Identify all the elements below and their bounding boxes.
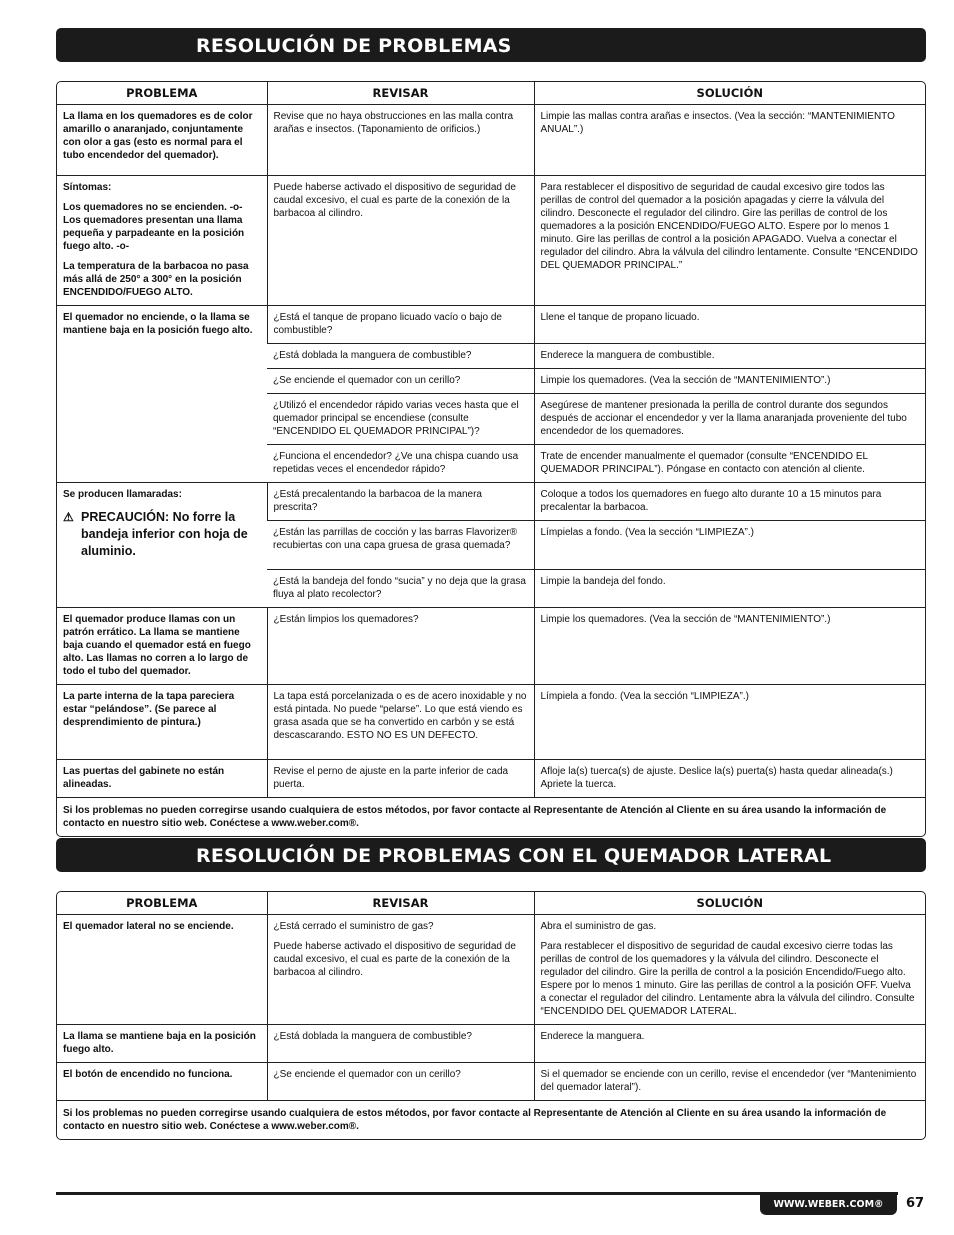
caution-text: PRECAUCIÓN: No forre la bandeja inferior con hoja de aluminio. xyxy=(81,510,248,558)
warning-triangle-icon: ⚠ xyxy=(63,510,74,524)
table-header-row xyxy=(57,82,925,105)
solution-cell xyxy=(534,915,925,1025)
header-solution: SOLUCIÓN xyxy=(534,82,925,105)
check-cell: Puede haberse activado el dispositivo de seguridad de caudal excesivo, el cual es parte de la conexión de la barbacoa al cilindro. xyxy=(267,176,534,306)
table-row xyxy=(57,685,925,760)
check-cell: ¿Se enciende el quemador con un cerillo? xyxy=(267,1063,534,1101)
solution-cell: Enderece la manguera. xyxy=(534,1025,925,1063)
check-cell: ¿Funciona el encendedor? ¿Ve una chispa cuando usa repetidas veces el encendedor rápido? xyxy=(267,445,534,483)
problem-cell: La parte interna de la tapa pareciera estar “pelándose”. (Se parece al desprendimiento de pintura.) xyxy=(57,685,267,760)
check-cell: Revise que no haya obstrucciones en las malla contra arañas e insectos. (Taponamiento de orificios.) xyxy=(267,105,534,176)
check-cell: ¿Está doblada la manguera de combustible? xyxy=(267,1025,534,1063)
side-burner-troubleshooting-table xyxy=(56,891,926,1140)
header-solution: SOLUCIÓN xyxy=(534,892,925,915)
solution-line: Para restablecer el dispositivo de seguridad de caudal excesivo cierre todas las perillas de control de los quemadores y la válvula del cilindro. Desconecte el regulador del cilindro. Gire la perilla de control a la posición Encendido/Fuego alto. Espere por lo menos 1 minuto. Gire las perillas de control a la posición OFF. Vuelva a conectar el regulador del cilindro. Lentamente abra la válvula del cilindro. Consulte “ENCENDIDO DEL QUEMADOR LATERAL. xyxy=(540,941,915,1017)
table-row xyxy=(57,1063,925,1101)
table-row xyxy=(57,176,925,306)
solution-cell: Para restablecer el dispositivo de seguridad de caudal excesivo gire todos las perillas de control del quemador a la posición apagadas y cierre la válvula del cilindro. Desconecte el regulador del cilindro. Gire las perillas de control de los quemadores a la posición ENCENDIDO/FUEGO ALTO. Espere por lo menos 1 minuto. Gire las perillas de control a la posición APAGADO. Vuelva a conectar el regulador del cilindro. Abra la válvula del cilindro lentamente. Consulte “ENCENDIDO DEL QUEMADOR PRINCIPAL.” xyxy=(534,176,925,306)
troubleshooting-table xyxy=(56,81,926,837)
check-line: Puede haberse activado el dispositivo de seguridad de caudal excesivo, el cual es parte de la conexión de la barbacoa al cilindro. xyxy=(273,941,516,978)
table-row xyxy=(57,1025,925,1063)
symptoms-text: Los quemadores no se encienden. -o- Los quemadores presentan una llama pequeña y parpadeante en la posición fuego alto. -o- xyxy=(63,202,245,252)
problem-cell: El quemador lateral no se enciende. xyxy=(57,915,267,1025)
problem-cell: El botón de encendido no funciona. xyxy=(57,1063,267,1101)
table-row xyxy=(57,105,925,176)
header-problem: PROBLEMA xyxy=(57,82,267,105)
website-tab: WWW.WEBER.COM® xyxy=(760,1195,897,1215)
header-check: REVISAR xyxy=(267,82,534,105)
page-number: 67 xyxy=(906,1196,925,1211)
table-row xyxy=(57,915,925,1025)
problem-cell: La llama en los quemadores es de color amarillo o anaranjado, conjuntamente con olor a gas (esto es normal para el tubo encendedor del quemador). xyxy=(57,105,267,176)
solution-line: Abra el suministro de gas. xyxy=(540,921,657,932)
table-row xyxy=(57,483,925,521)
solution-cell: Límpielas a fondo. (Vea la sección “LIMPIEZA”.) xyxy=(534,521,925,570)
check-cell: ¿Está la bandeja del fondo “sucia” y no deja que la grasa fluya al plato recolector? xyxy=(267,570,534,608)
section-banner xyxy=(56,28,926,62)
solution-cell: Límpiela a fondo. (Vea la sección “LIMPIEZA”.) xyxy=(534,685,925,760)
table-footer-note: Si los problemas no pueden corregirse usando cualquiera de estos métodos, por favor contacte al Representante de Atención al Cliente en su área usando la información de contacto en nuestro sitio web. Conéctese a www.weber.com®. xyxy=(57,798,925,837)
check-cell: ¿Están las parrillas de cocción y las barras Flavorizer® recubiertas con una capa gruesa de grasa quemada? xyxy=(267,521,534,570)
check-cell xyxy=(267,915,534,1025)
solution-cell: Limpie los quemadores. (Vea la sección de “MANTENIMIENTO”.) xyxy=(534,369,925,394)
check-cell: ¿Está precalentando la barbacoa de la manera prescrita? xyxy=(267,483,534,521)
table-row xyxy=(57,760,925,798)
problem-cell: La llama se mantiene baja en la posición fuego alto. xyxy=(57,1025,267,1063)
symptoms-label: Síntomas: xyxy=(63,182,112,193)
table-row xyxy=(57,306,925,344)
problem-cell: Las puertas del gabinete no están alineadas. xyxy=(57,760,267,798)
check-cell: Revise el perno de ajuste en la parte inferior de cada puerta. xyxy=(267,760,534,798)
check-cell: ¿Se enciende el quemador con un cerillo? xyxy=(267,369,534,394)
section-title: RESOLUCIÓN DE PROBLEMAS xyxy=(196,35,512,57)
solution-cell: Coloque a todos los quemadores en fuego alto durante 10 a 15 minutos para precalentar la barbacoa. xyxy=(534,483,925,521)
table-footer-note: Si los problemas no pueden corregirse usando cualquiera de estos métodos, por favor contacte al Representante de Atención al Cliente en su área usando la información de contacto en nuestro sitio web. Conéctese a www.weber.com®. xyxy=(57,1101,925,1140)
solution-cell: Llene el tanque de propano licuado. xyxy=(534,306,925,344)
solution-cell: Trate de encender manualmente el quemador (consulte “ENCENDIDO EL QUEMADOR PRINCIPAL”). Póngase en contacto con atención al cliente. xyxy=(534,445,925,483)
problem-cell xyxy=(57,483,267,608)
header-check: REVISAR xyxy=(267,892,534,915)
solution-cell: Si el quemador se enciende con un cerillo, revise el encendedor (ver “Mantenimiento del quemador lateral”). xyxy=(534,1063,925,1101)
check-cell: ¿Está doblada la manguera de combustible? xyxy=(267,344,534,369)
caution-note xyxy=(63,509,261,560)
solution-cell: Limpie la bandeja del fondo. xyxy=(534,570,925,608)
check-cell: ¿Utilizó el encendedor rápido varias veces hasta que el quemador principal se encendiese (consulte “ENCENDIDO EL QUEMADOR PRINCIPAL”)? xyxy=(267,394,534,445)
section-title: RESOLUCIÓN DE PROBLEMAS CON EL QUEMADOR LATERAL xyxy=(196,845,832,867)
solution-cell: Asegúrese de mantener presionada la perilla de control durante dos segundos después de accionar el encendedor y ver la llama anaranjada proveniente del tubo encendedor de los quemadores. xyxy=(534,394,925,445)
flare-ups-label: Se producen llamaradas: xyxy=(63,489,182,500)
table-row xyxy=(57,608,925,685)
solution-cell: Afloje la(s) tuerca(s) de ajuste. Deslice la(s) puerta(s) hasta quedar alineada(s.) Apriete la tuerca. xyxy=(534,760,925,798)
problem-cell: El quemador produce llamas con un patrón errático. La llama se mantiene baja cuando el quemador está en fuego alto. Las llamas no corren a lo largo de todo el tubo del quemador. xyxy=(57,608,267,685)
solution-cell: Limpie las mallas contra arañas e insectos. (Vea la sección: “MANTENIMIENTO ANUAL”.) xyxy=(534,105,925,176)
table-header-row xyxy=(57,892,925,915)
solution-cell: Limpie los quemadores. (Vea la sección de “MANTENIMIENTO”.) xyxy=(534,608,925,685)
check-cell: ¿Está el tanque de propano licuado vacío o bajo de combustible? xyxy=(267,306,534,344)
solution-cell: Enderece la manguera de combustible. xyxy=(534,344,925,369)
section-banner xyxy=(56,838,926,872)
check-line: ¿Está cerrado el suministro de gas? xyxy=(273,921,434,932)
table-footer-row xyxy=(57,798,925,837)
check-cell: ¿Están limpios los quemadores? xyxy=(267,608,534,685)
problem-cell xyxy=(57,176,267,306)
symptoms-temperature: La temperatura de la barbacoa no pasa más allá de 250° a 300° en la posición ENCENDIDO/FUEGO ALTO. xyxy=(63,261,249,298)
problem-cell: El quemador no enciende, o la llama se mantiene baja en la posición fuego alto. xyxy=(57,306,267,483)
check-cell: La tapa está porcelanizada o es de acero inoxidable y no está pintada. No puede “pelarse”. Lo que está viendo es grasa asada que se ha convertido en carbón y se está descascarando. ESTO NO ES UN DEFECTO. xyxy=(267,685,534,760)
header-problem: PROBLEMA xyxy=(57,892,267,915)
table-footer-row xyxy=(57,1101,925,1140)
